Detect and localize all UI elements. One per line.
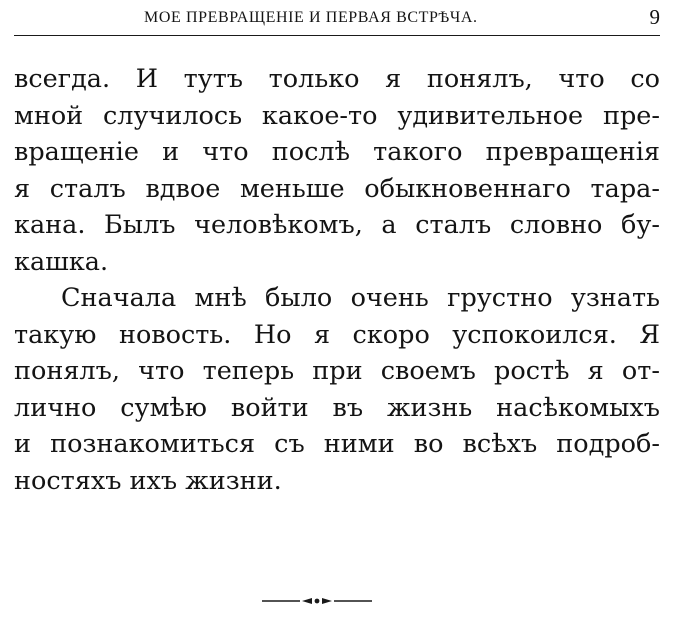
text-line: мной случилось какое-то удивительное пре- bbox=[14, 100, 660, 131]
text-line: лично сумѣю войти въ жизнь насѣкомыхъ bbox=[14, 392, 660, 423]
text-line: и познакомиться съ ними во всѣхъ подроб- bbox=[14, 429, 660, 459]
body-text bbox=[14, 61, 660, 499]
text-line: кашка. bbox=[14, 246, 109, 277]
header-rule bbox=[14, 35, 660, 36]
text-line: всегда. И тутъ только я понялъ, что со bbox=[14, 64, 660, 94]
running-head: МОЕ ПРЕВРАЩЕНІЕ И ПЕРВАЯ ВСТРѢЧА. bbox=[144, 9, 478, 26]
paragraph-1 bbox=[14, 61, 660, 280]
text-line: я сталъ вдвое меньше обыкновеннаго тара- bbox=[14, 173, 660, 204]
text-line: вращеніе и что послѣ такого превращенія bbox=[14, 137, 660, 167]
paragraph-2 bbox=[14, 280, 660, 499]
text-line: ностяхъ ихъ жизни. bbox=[14, 465, 282, 496]
dash-dot-ornament-icon bbox=[262, 593, 372, 609]
text-line: кана. Былъ человѣкомъ, а сталъ словно бу- bbox=[14, 210, 660, 240]
text-line: понялъ, что теперь при своемъ ростѣ я от- bbox=[14, 356, 660, 386]
page-header bbox=[14, 5, 660, 32]
text-line: такую новость. Но я скоро успокоился. Я bbox=[14, 319, 660, 350]
text-line: Сначала мнѣ было очень грустно узнать bbox=[61, 283, 660, 313]
page-number: 9 bbox=[649, 5, 660, 29]
